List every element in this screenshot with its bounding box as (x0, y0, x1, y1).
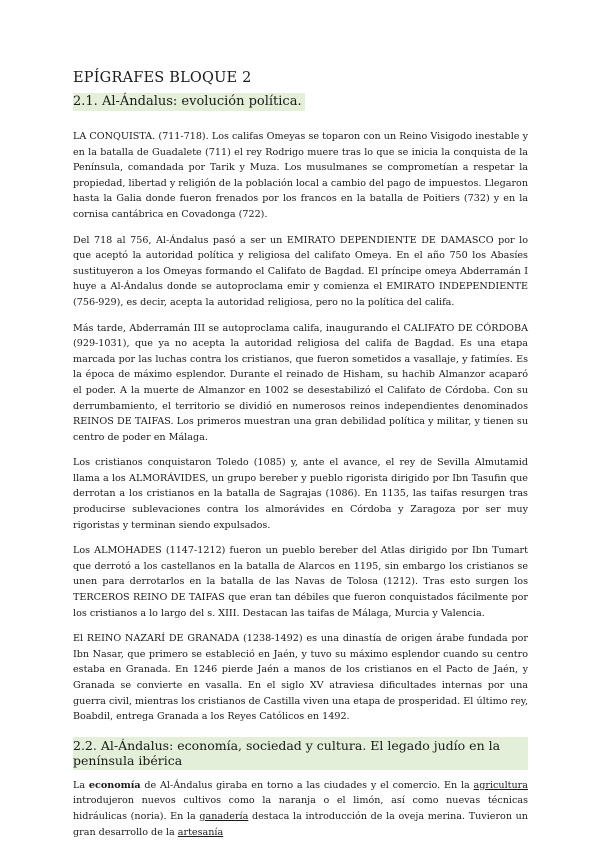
section-2-heading: 2.2. Al-Ándalus: economía, sociedad y cultura. El legado judío en la península ibérica (73, 737, 528, 770)
underlined-term-agricultura: agricultura (473, 779, 528, 791)
section-1 (73, 90, 528, 725)
paragraph-almohades: Los ALMOHADES (1147-1212) fueron un pueblo bereber del Atlas dirigido por Ibn Tumart que derrotó a los castellanos en la batalla de Alarcos en 1195, sin embargo los cristianos se unen para derrotarlos en la batalla de las Navas de Tolosa (1212). Tras esto surgen los TERCEROS REINO DE TAIFAS que eran tan débiles que fueron conquistados fácilmente por los cristianos a lo largo del s. XIII. Destacan las taifas de Málaga, Murcia y Valencia. (73, 545, 528, 619)
document-body (73, 70, 528, 840)
paragraph-conquista: LA CONQUISTA. (711-718). Los califas Omeyas se toparon con un Reino Visigodo inestable y en la batalla de Guadalete (711) el rey Rodrigo muere tras lo que se inicia la conquista de la Península, comandada por Tarik y Muza. Los musulmanes se comprometían a respetar la propiedad, libertad y religión de la población local a cambio del pago de impuestos. Llegaron hasta la Galia donde fueron frenados por los francos en la batalla de Poitiers (732) y en la cornisa cantábrica en Covadonga (722). (73, 131, 528, 220)
underlined-term-artesania: artesanía (177, 826, 224, 838)
paragraph-emirato: Del 718 al 756, Al-Ándalus pasó a ser un EMIRATO DEPENDIENTE DE DAMASCO por lo que aceptó la autoridad política y religiosa del califato Omeya. En el año 750 los Abasíes sustituyeron a los Omeyas formando el Califato de Bagdad. El príncipe omeya Abderramán I huye a Al-Ándalus donde se autoproclama emir y comienza el EMIRATO INDEPENDIENTE (756-929), es decir, acepta la autoridad religiosa, pero no la política del califa. (73, 234, 528, 308)
underlined-term-ganaderia: ganadería (199, 810, 249, 822)
paragraph-almoravides: Los cristianos conquistaron Toledo (1085) y, ante el avance, el rey de Sevilla Almutamid llama a los ALMORÁVIDES, un grupo bereber y pueblo rigorista dirigido por Ibn Tasufin que derrotan a los cristianos en la batalla de Sagrajas (1086). En 1135, las taifas resurgen tras producirse sublevaciones contra los almorávides en Córdoba y Zaragoza por ser muy rigoristas y terminan siendo expulsados. (73, 457, 528, 531)
paragraph-reino-nazari: El REINO NAZARÍ DE GRANADA (1238-1492) es una dinastía de origen árabe fundada por Ibn Nasar, que primero se estableció en Jaén, y tuvo su máximo esplendor cuando su centro estaba en Granada. En 1246 pierde Jaén a manos de los cristianos en el Pacto de Jaén, y Granada se convierte en vasalla. En el siglo XV atraviesa dificultades internas por una guerra civil, mientras los cristianos de Castilla viven una etapa de prosperidad. El último rey, Boabdil, entrega Granada a los Reyes Católicos en 1492. (73, 633, 528, 723)
document-title: EPÍGRAFES BLOQUE 2 (73, 70, 252, 86)
section-2 (73, 737, 528, 840)
paragraph-califato: Más tarde, Abderramán III se autoproclama califa, inaugurando el CALIFATO DE CÓRDOBA (929-1031), que ya no acepta la autoridad religiosa del califa de Bagdad. Es una etapa marcada por las luchas contra los cristianos, que fueron sometidos a vasallaje, y fatimíes. Es la época de máximo esplendor. Durante el reinado de Hisham, su hachib Almanzor acaparó el poder. A la muerte de Almanzor en 1002 se desestabilizó el Califato de Córdoba. Con su derrumbamiento, el territorio se dividió en numerosos reinos independientes denominados REINOS DE TAIFAS. Los primeros muestran una gran debilidad política y militar, y tienen su centro de poder en Málaga. (73, 322, 528, 443)
text-run: La (73, 779, 89, 791)
text-run: destaca la introducción de la oveja merina. Tuvieron un gran desarrollo de la (73, 810, 528, 838)
text-run: de Al-Ándalus giraba en torno a las ciudades y el comercio. En la (140, 779, 474, 791)
paragraph-economia (73, 778, 528, 840)
bold-term-economia: economía (88, 779, 141, 791)
text-run: introdujeron nuevos cultivos como la naranja o el limón, así como nuevas técnicas hidráulicas (noria). En la (73, 795, 528, 822)
section-1-heading: 2.1. Al-Ándalus: evolución política. (73, 93, 305, 111)
